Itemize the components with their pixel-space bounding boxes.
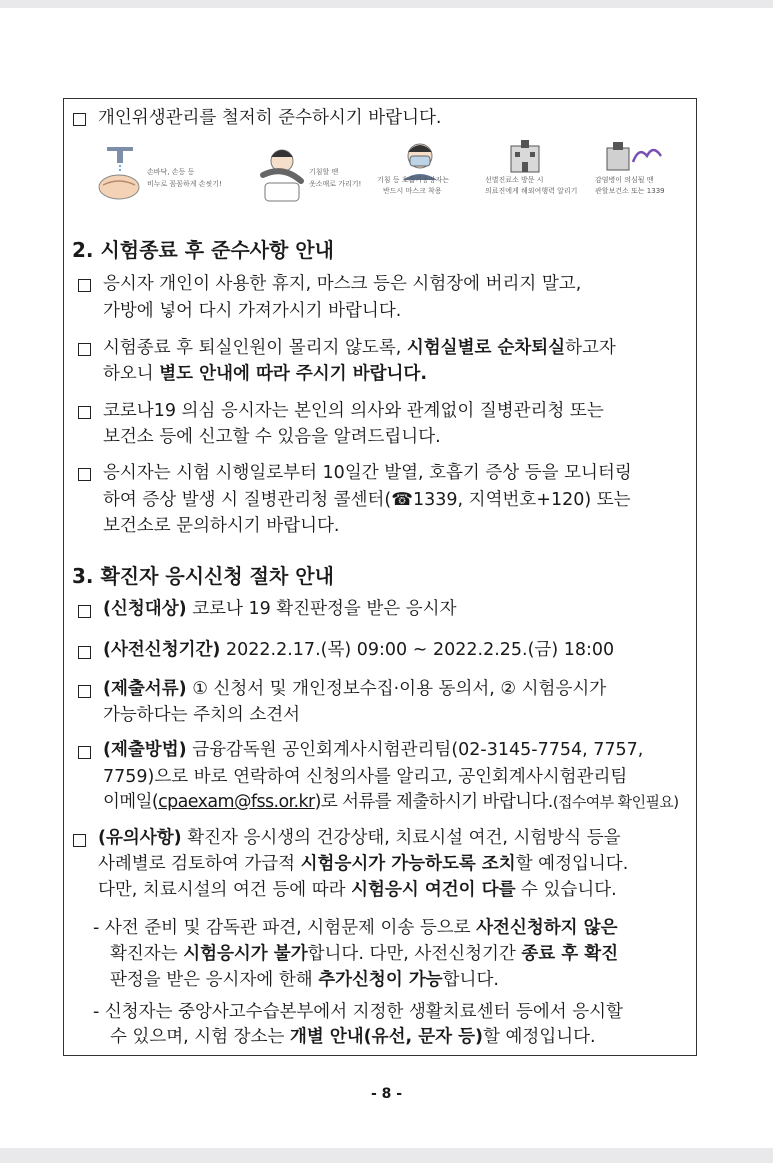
s3-sub1-line2: 확진자는 시험응시가 불가합니다. 다만, 사전신청기간 종료 후 확진 bbox=[110, 944, 619, 964]
hygiene-icons-row bbox=[95, 140, 685, 210]
s2-item3-line1: 코로나19 의심 응시자는 본인의 의사와 관계없이 질병관리청 또는 bbox=[103, 401, 604, 421]
s2-item1-line1: 응시자 개인이 사용한 휴지, 마스크 등은 시험장에 버리지 말고, bbox=[103, 274, 582, 294]
checkbox-bullet bbox=[73, 113, 86, 126]
s3-sub2-line1: - 신청자는 중앙사고수습본부에서 지정한 생활치료센터 등에서 응시할 bbox=[93, 1002, 623, 1022]
hand-wash-icon: 손바닥, 손등 등 비누로 꼼꼼하게 손씻기! bbox=[95, 140, 205, 210]
s3-target-line: (신청대상) 코로나 19 확진판정을 받은 응시자 bbox=[103, 599, 457, 619]
checkbox-bullet bbox=[78, 406, 91, 419]
cough-etiquette-icon: 기침할 땐 옷소매로 가리기! bbox=[257, 140, 367, 210]
s3-notes-line2: 사례별로 검토하여 가급적 시험응시가 가능하도록 조치할 예정입니다. bbox=[98, 854, 629, 874]
s3-docs-line1: (제출서류) ① 신청서 및 개인정보수집·이용 동의서, ② 시험응시가 bbox=[103, 679, 607, 699]
s3-method-line3: 이메일(cpaexam@fss.or.kr)로 서류를 제출하시기 바랍니다.(접수여부 확인필요) bbox=[103, 792, 679, 812]
hospital-icon: 선별진료소 방문 시 의료진에게 해외여행력 알리기 bbox=[485, 140, 585, 210]
s3-sub2-line2: 수 있으며, 시험 장소는 개별 안내(유선, 문자 등)할 예정입니다. bbox=[110, 1027, 596, 1047]
checkbox-bullet bbox=[78, 343, 91, 356]
s3-method-line1: (제출방법) 금융감독원 공인회계사시험관리팀(02-3145-7754, 7757, bbox=[103, 740, 644, 760]
checkbox-bullet bbox=[78, 605, 91, 618]
bottom-bar bbox=[0, 1148, 773, 1163]
mask-icon: 기침 등 호흡기증상자는 반드시 마스크 착용 bbox=[377, 140, 477, 210]
s3-period-line: (사전신청기간) 2022.2.17.(목) 09:00 ~ 2022.2.25.(금) 18:00 bbox=[103, 640, 615, 660]
call-1339-icon: 감염병이 의심될 땐 관할보건소 또는 1339 bbox=[595, 140, 685, 210]
checkbox-bullet bbox=[78, 685, 91, 698]
top-bar bbox=[0, 0, 773, 8]
s3-method-line2: 7759)으로 바로 연락하여 신청의사를 알리고, 공인회계사시험관리팀 bbox=[103, 767, 628, 787]
s2-item1-line2: 가방에 넣어 다시 가져가시기 바랍니다. bbox=[103, 301, 402, 321]
s2-item2-line2: 하오니 별도 안내에 따라 주시기 바랍니다. bbox=[103, 364, 427, 384]
s3-notes-line3: 다만, 치료시설의 여건 등에 따라 시험응시 여건이 다를 수 있습니다. bbox=[98, 880, 617, 900]
email-link[interactable]: cpaexam@fss.or.kr bbox=[158, 792, 315, 812]
checkbox-bullet bbox=[78, 746, 91, 759]
section2-title: 2. 시험종료 후 준수사항 안내 bbox=[72, 238, 334, 262]
s3-docs-line2: 가능하다는 주치의 소견서 bbox=[103, 705, 301, 725]
s3-sub1-line3: 판정을 받은 응시자에 한해 추가신청이 가능합니다. bbox=[110, 970, 499, 990]
s3-sub1-line1: - 사전 준비 및 감독관 파견, 시험문제 이송 등으로 사전신청하지 않은 bbox=[93, 918, 618, 938]
s2-item2-line1: 시험종료 후 퇴실인원이 몰리지 않도록, 시험실별로 순차퇴실하고자 bbox=[103, 338, 616, 358]
checkbox-bullet bbox=[78, 279, 91, 292]
s2-item4-line3: 보건소로 문의하시기 바랍니다. bbox=[103, 516, 340, 536]
s2-item4-line2: 하여 증상 발생 시 질병관리청 콜센터(☎1339, 지역번호+120) 또는 bbox=[103, 490, 631, 510]
intro-line: 개인위생관리를 철저히 준수하시기 바랍니다. bbox=[98, 108, 442, 128]
checkbox-bullet bbox=[73, 834, 86, 847]
s3-notes-line1: (유의사항) 확진자 응시생의 건강상태, 치료시설 여건, 시험방식 등을 bbox=[98, 828, 621, 848]
page-number: - 8 - bbox=[370, 1086, 403, 1102]
s2-item3-line2: 보건소 등에 신고할 수 있음을 알려드립니다. bbox=[103, 427, 441, 447]
checkbox-bullet bbox=[78, 468, 91, 481]
s2-item4-line1: 응시자는 시험 시행일로부터 10일간 발열, 호흡기 증상 등을 모니터링 bbox=[103, 463, 632, 483]
checkbox-bullet bbox=[78, 646, 91, 659]
section3-title: 3. 확진자 응시신청 절차 안내 bbox=[72, 564, 334, 588]
